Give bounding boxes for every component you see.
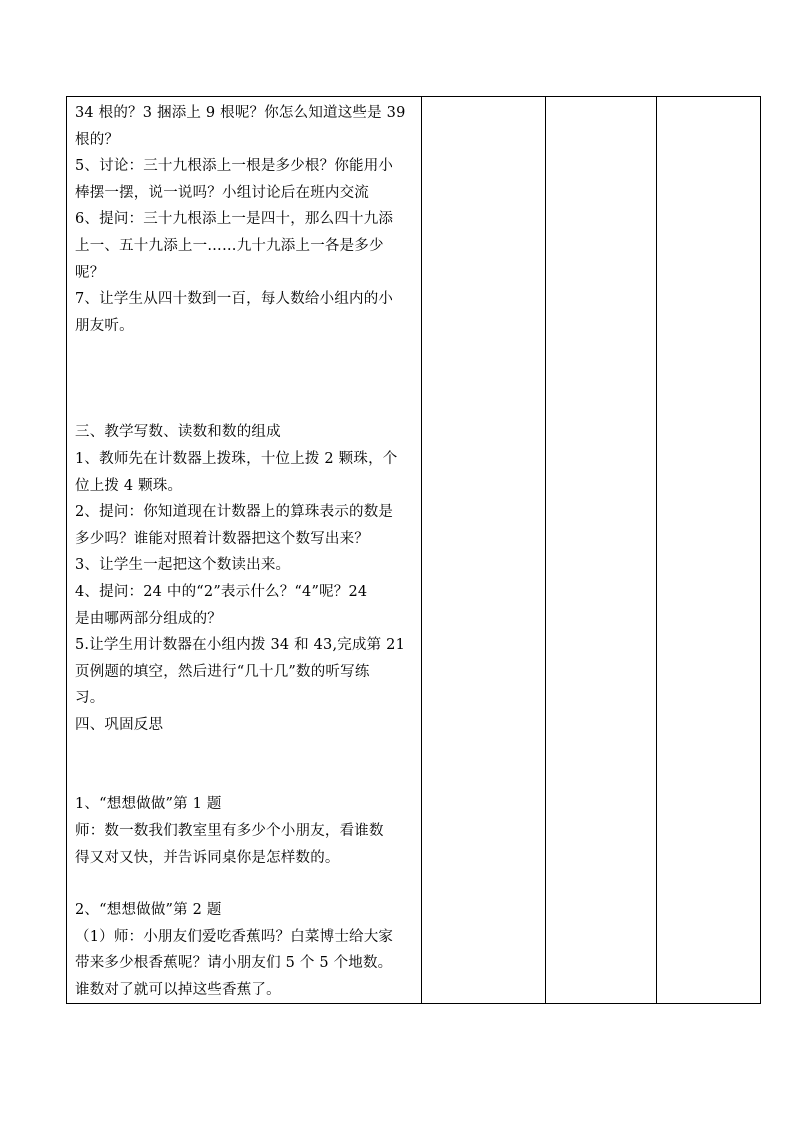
text-line: 棒摆一摆，说一说吗？小组讨论后在班内交流: [75, 184, 369, 201]
text-line: 4、提问：24 中的“2”表示什么？“4”呢？24: [75, 583, 368, 600]
text-line: 习。: [75, 690, 105, 707]
text-line: 5、讨论：三十九根添上一根是多少根？你能用小: [75, 158, 394, 175]
section-heading: 四、巩固反思: [75, 716, 164, 733]
text-line: 1、教师先在计数器上拨珠，十位上拨 2 颗珠，个: [75, 450, 398, 467]
text-line: 谁数对了就可以掉这些香蕉了。: [75, 982, 281, 999]
text-line: （1）师：小朋友们爱吃香蕉吗？白菜博士给大家: [75, 928, 394, 945]
text-line: 位上拨 4 颗珠。: [75, 477, 183, 494]
text-line: 7、让学生从四十数到一百，每人数给小组内的小: [75, 291, 394, 308]
text-line: 根的？: [75, 131, 120, 148]
text-line: 上一、五十九添上一……九十九添上一各是多少: [75, 237, 384, 254]
text-line: 2、提问：你知道现在计数器上的算珠表示的数是: [75, 504, 394, 521]
text-line: 2、“想想做做”第 2 题: [75, 902, 222, 919]
text-line: 3、让学生一起把这个数读出来。: [75, 557, 291, 574]
text-line: 多少吗？谁能对照着计数器把这个数写出来？: [75, 530, 369, 547]
text-line: 得又对又快，并告诉同桌你是怎样数的。: [75, 849, 340, 866]
text-line: 1、“想想做做”第 1 题: [75, 796, 222, 813]
column-divider: [421, 97, 422, 1003]
text-line: 朋友听。: [75, 317, 134, 334]
text-line: 5.让学生用计数器在小组内拨 34 和 43,完成第 21: [75, 637, 406, 654]
text-line: 6、提问：三十九根添上一是四十，那么四十九添: [75, 211, 394, 228]
teaching-process-cell: [75, 100, 421, 1004]
section-heading: 三、教学写数、读数和数的组成: [75, 424, 281, 441]
text-line: 34 根的？3 捆添上 9 根呢？你怎么知道这些是 39: [75, 105, 406, 121]
text-line: 带来多少根香蕉呢？请小朋友们 5 个 5 个地数。: [75, 955, 393, 972]
column-divider: [656, 97, 657, 1003]
text-line: 师：数一数我们教室里有多少个小朋友，看谁数: [75, 823, 384, 840]
lesson-plan-table: [66, 96, 761, 1004]
text-line: 是由哪两部分组成的？: [75, 610, 222, 627]
text-line: 页例题的填空，然后进行“几十几”数的听写练: [75, 663, 370, 680]
text-line: 呢？: [75, 264, 105, 281]
column-divider: [545, 97, 546, 1003]
